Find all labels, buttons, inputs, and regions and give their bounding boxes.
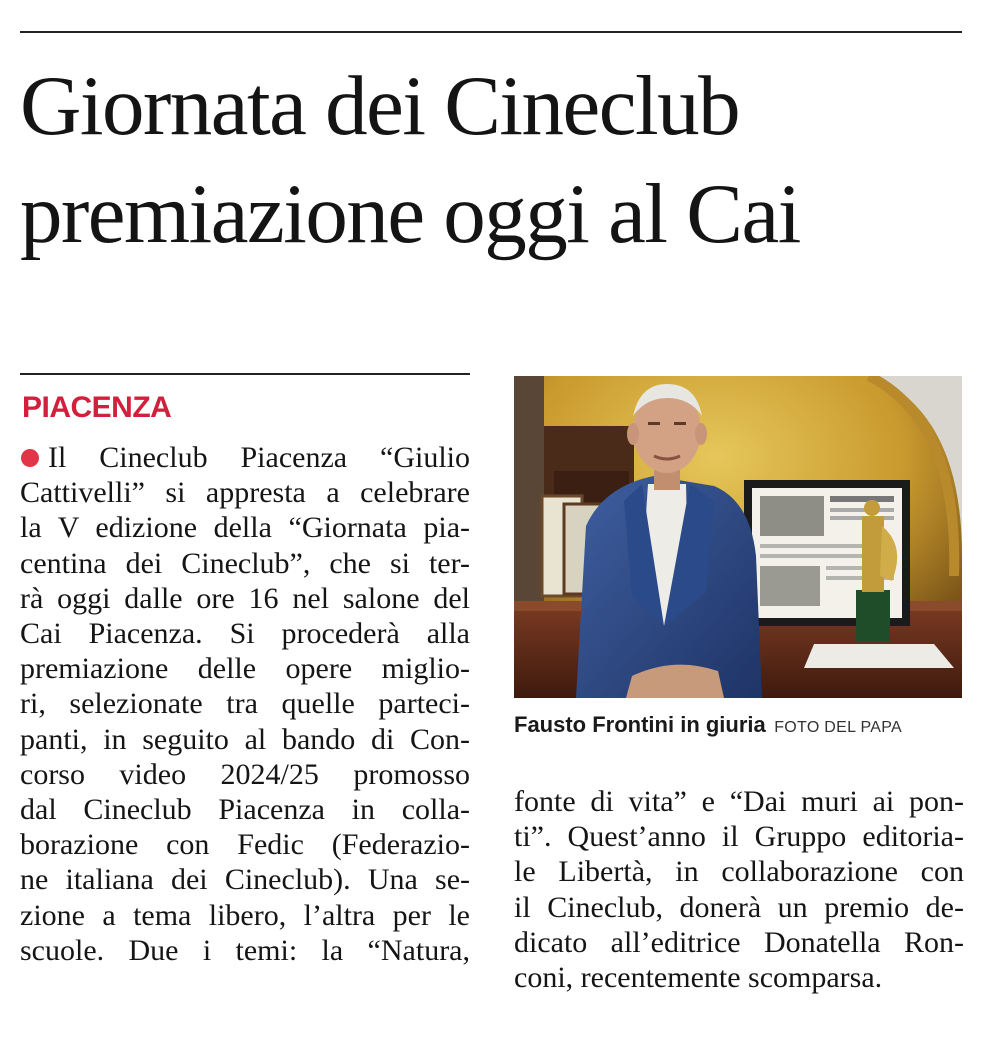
body-line: la V edizione della “Giornata pia- <box>20 511 470 545</box>
photo-caption <box>514 712 964 738</box>
body-line: ri, selezionate tra quelle parteci- <box>20 687 470 721</box>
body-line: Cai Piacenza. Si procederà alla <box>20 617 470 651</box>
photo-illustration <box>514 376 962 698</box>
headline-line-1: Giornata dei Cineclub <box>20 59 740 153</box>
body-line: Cattivelli” si appresta a celebrare <box>20 476 470 510</box>
body-line: borazione con Fedic (Federazio- <box>20 828 470 862</box>
top-rule <box>20 31 962 33</box>
body-line: dal Cineclub Piacenza in colla- <box>20 793 470 827</box>
body-line: rà oggi dalle ore 16 nel salone del <box>20 581 470 615</box>
section-rule <box>20 373 470 375</box>
body-line: panti, in seguito al bando di Con- <box>20 722 470 756</box>
body-line: dicato all’editrice Donatella Ron- <box>514 925 964 959</box>
body-line: Il Cineclub Piacenza “Giulio <box>20 440 470 475</box>
body-line: ne italiana dei Cineclub). Una se- <box>20 863 470 897</box>
body-line: zione a tema libero, l’altra per le <box>20 898 470 932</box>
body-line: fonte di vita” e “Dai muri ai pon- <box>514 785 964 818</box>
body-line: centina dei Cineclub”, che si ter- <box>20 546 470 580</box>
body-line: ti”. Quest’anno il Gruppo editoria- <box>514 820 964 854</box>
body-line: le Libertà, in collaborazione con <box>514 855 964 889</box>
bullet-dot-icon <box>21 449 39 467</box>
caption-text: Fausto Frontini in giuria <box>514 712 766 737</box>
article-column-2 <box>514 784 964 995</box>
dateline: PIACENZA <box>22 391 172 424</box>
body-line: scuole. Due i temi: la “Natura, <box>20 933 470 967</box>
headline <box>20 52 970 268</box>
article-column-1 <box>20 440 470 968</box>
body-line: coni, recentemente scomparsa. <box>514 961 883 995</box>
article-photo <box>514 376 962 698</box>
photo-credit: FOTO DEL PAPA <box>774 719 903 736</box>
body-line: il Cineclub, donerà un premio de- <box>514 890 964 924</box>
headline-line-2: premiazione oggi al Cai <box>20 167 800 261</box>
body-line: premiazione delle opere miglio- <box>20 652 470 686</box>
body-line: corso video 2024/25 promosso <box>20 757 470 791</box>
